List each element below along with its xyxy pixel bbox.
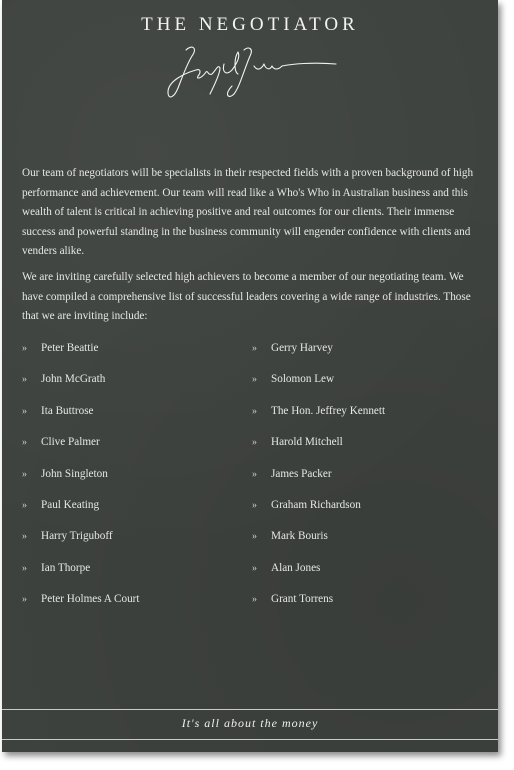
bullet-icon: » xyxy=(252,468,257,480)
list-item xyxy=(252,495,482,526)
list-item xyxy=(22,526,252,557)
bullet-icon: » xyxy=(252,562,257,574)
invitee-name: Gerry Harvey xyxy=(271,342,333,354)
invitee-name: John Singleton xyxy=(41,467,108,480)
list-item xyxy=(22,338,252,369)
bullet-icon: » xyxy=(252,499,257,511)
bullet-icon: » xyxy=(252,437,257,449)
bullet-icon: » xyxy=(22,499,27,511)
signature xyxy=(162,42,342,104)
list-item xyxy=(252,526,482,557)
bullet-icon: » xyxy=(22,531,27,543)
invitee-name: Ita Buttrose xyxy=(41,404,94,417)
list-item xyxy=(22,558,252,589)
bullet-icon: » xyxy=(22,405,27,417)
intro-paragraph-2: We are inviting carefully selected high achievers to become a member of our negotiating team. We have compiled a comprehensive list of successful leaders covering a wide range of industries. Those that we are inviting include: xyxy=(22,271,471,322)
list-item xyxy=(252,401,482,432)
intro-paragraph-1: Our team of negotiators will be specialists in their respected fields with a proven background of high performance and achievement. Our team will read like a Who's Who in Australian business and this wealth of talent is critical in achieving positive and real outcomes for our clients. Their immense success and powerful standing in the business community will engender confidence with clients and venders alike. xyxy=(22,167,474,257)
invitee-name: The Hon. Jeffrey Kennett xyxy=(271,404,386,417)
list-item xyxy=(22,401,252,432)
list-item xyxy=(252,338,482,369)
invitee-name: Grant Torrens xyxy=(271,593,334,606)
bullet-icon: » xyxy=(252,531,257,543)
invitee-list-right xyxy=(252,338,482,621)
invitee-name: Harry Triguboff xyxy=(41,530,113,543)
bullet-icon: » xyxy=(252,374,257,386)
invitee-name: James Packer xyxy=(271,467,332,480)
list-item xyxy=(252,369,482,400)
bullet-icon: » xyxy=(252,343,257,354)
invitee-name: Graham Richardson xyxy=(271,498,361,511)
invitee-name: Peter Beattie xyxy=(41,342,99,354)
invitee-list-left xyxy=(22,338,252,621)
invitee-name: Alan Jones xyxy=(271,561,321,574)
list-item xyxy=(252,464,482,495)
footer-divider-bottom xyxy=(2,739,498,740)
list-item xyxy=(252,432,482,463)
list-item xyxy=(22,369,252,400)
bullet-icon: » xyxy=(22,594,27,606)
footer-tagline: It's all about the money xyxy=(181,716,319,730)
page-title: THE NEGOTIATOR xyxy=(141,14,359,35)
list-item xyxy=(252,558,482,589)
invitee-name: Ian Thorpe xyxy=(41,561,91,574)
invitee-name: Peter Holmes A Court xyxy=(41,593,140,606)
invitee-name: Paul Keating xyxy=(41,498,100,511)
invitee-name: Clive Palmer xyxy=(41,436,100,449)
bullet-icon: » xyxy=(252,405,257,417)
footer-divider-top xyxy=(2,709,498,710)
list-item xyxy=(22,432,252,463)
bullet-icon: » xyxy=(22,343,27,354)
bullet-icon: » xyxy=(22,437,27,449)
document-page xyxy=(2,0,498,752)
bullet-icon: » xyxy=(22,468,27,480)
invitee-name: John McGrath xyxy=(41,373,106,386)
bullet-icon: » xyxy=(22,562,27,574)
list-item xyxy=(252,589,482,620)
bullet-icon: » xyxy=(252,594,257,606)
list-item xyxy=(22,464,252,495)
list-item xyxy=(22,495,252,526)
bullet-icon: » xyxy=(22,374,27,386)
invitee-name: Mark Bouris xyxy=(271,530,328,543)
invitee-name: Harold Mitchell xyxy=(271,436,343,449)
invitee-name: Solomon Lew xyxy=(271,373,335,386)
list-item xyxy=(22,589,252,620)
